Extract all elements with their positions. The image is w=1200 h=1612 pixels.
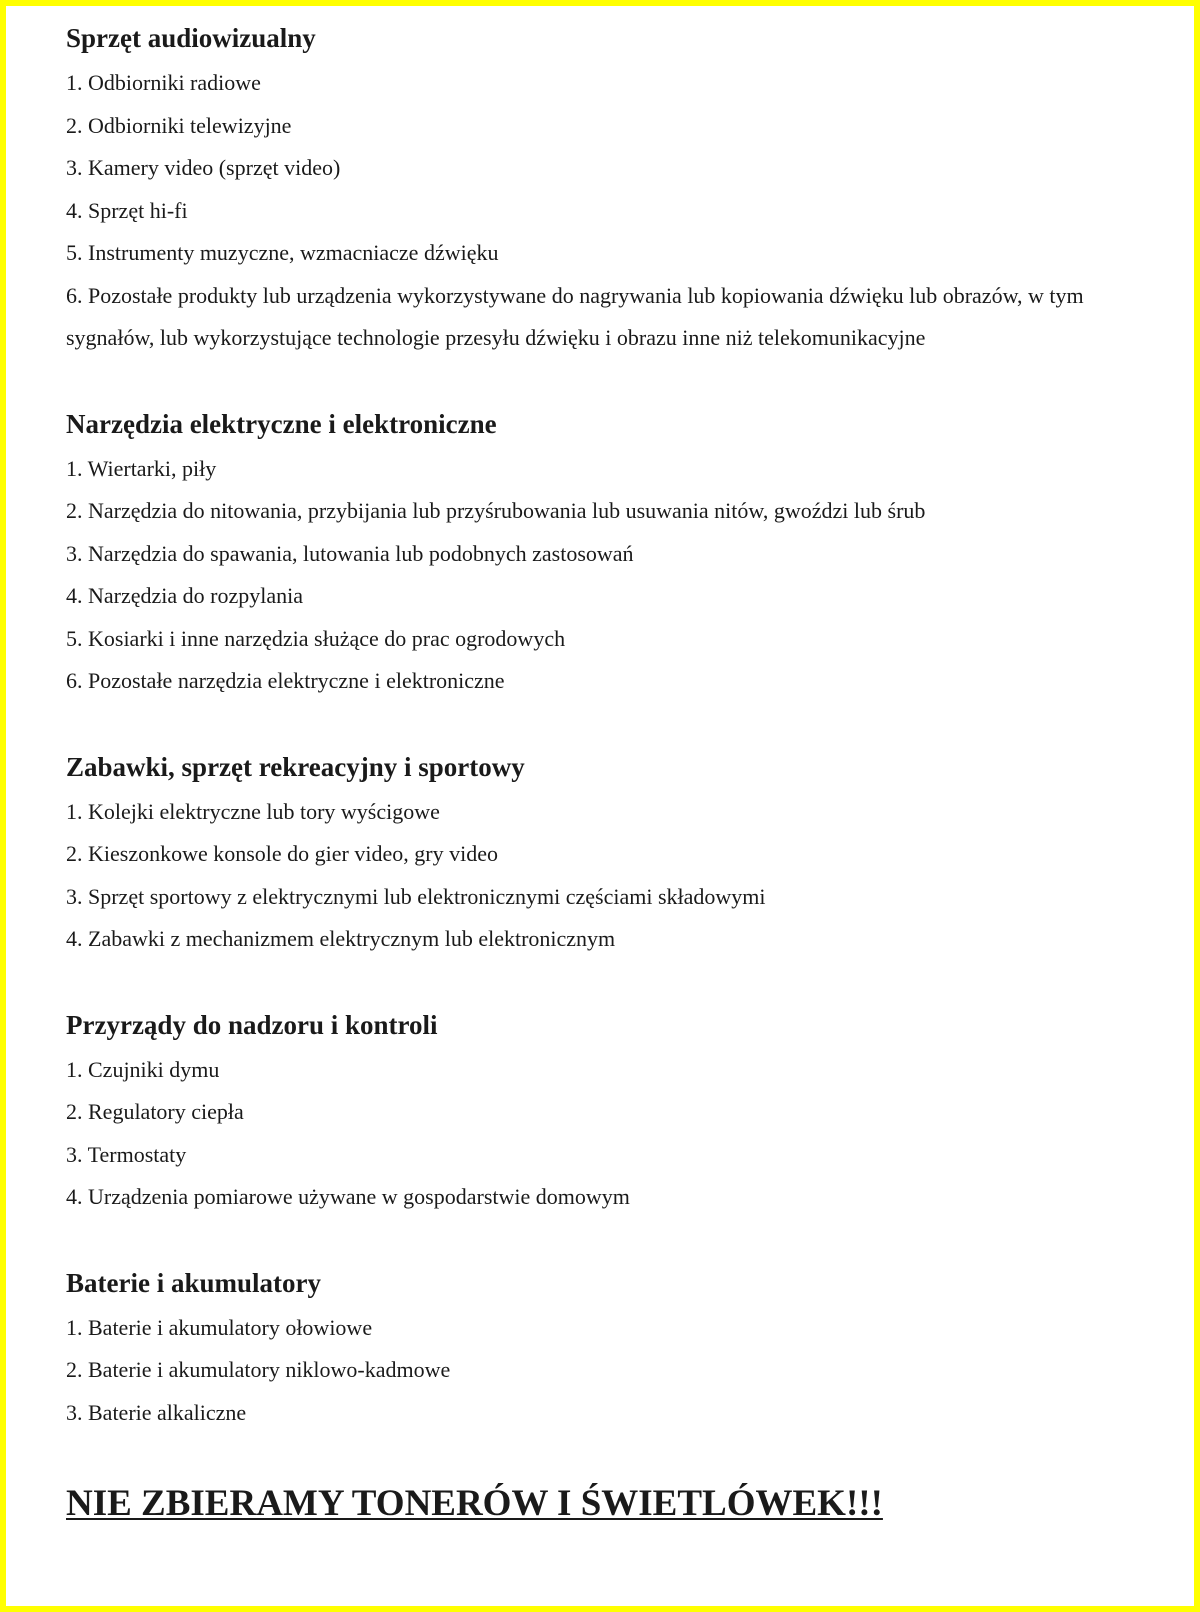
notice-heading: NIE ZBIERAMY TONERÓW I ŚWIETLÓWEK!!! <box>66 1483 883 1524</box>
list-item: 1. Czujniki dymu <box>66 1056 220 1082</box>
list-item: 4. Zabawki z mechanizmem elektrycznym lub elektronicznym <box>66 926 616 951</box>
list-item: 3. Sprzęt sportowy z elektrycznymi lub elektronicznymi częściami składowymi <box>66 883 766 909</box>
section-title: Narzędzia elektryczne i elektroniczne <box>66 408 497 439</box>
list-item: 1. Odbiorniki radiowe <box>66 70 261 95</box>
list-item: 6. Pozostałe narzędzia elektryczne i elektroniczne <box>66 668 505 693</box>
section-tools <box>66 406 1194 703</box>
list-item: 5. Kosiarki i inne narzędzia służące do prac ogrodowych <box>66 625 566 651</box>
list-item: 2. Regulatory ciepła <box>66 1099 244 1124</box>
list-item: 3. Narzędzia do spawania, lutowania lub podobnych zastosowań <box>66 540 634 566</box>
list-item: 2. Odbiorniki telewizyjne <box>66 112 292 138</box>
section-toys-sports <box>66 749 1194 961</box>
list-item: 5. Instrumenty muzyczne, wzmacniacze dźwięku <box>66 240 499 265</box>
list-item: 2. Baterie i akumulatory niklowo-kadmowe <box>66 1357 451 1382</box>
list-item: 3. Kamery video (sprzęt video) <box>66 155 341 180</box>
document-page <box>6 6 1194 1606</box>
section-title: Zabawki, sprzęt rekreacyjny i sportowy <box>66 751 525 782</box>
list-item: 2. Narzędzia do nitowania, przybijania lub przyśrubowania lub usuwania nitów, gwoździ lub śrub <box>66 498 926 523</box>
list-item: 1. Wiertarki, piły <box>66 455 217 481</box>
list-item: 3. Termostaty <box>66 1141 187 1167</box>
list-item: 1. Kolejki elektryczne lub tory wyścigowe <box>66 798 440 824</box>
list-item: 4. Urządzenia pomiarowe używane w gospodarstwie domowym <box>66 1184 630 1209</box>
list-item: 4. Sprzęt hi-fi <box>66 197 188 223</box>
section-monitoring <box>66 1007 1194 1219</box>
list-item: 3. Baterie alkaliczne <box>66 1399 247 1425</box>
section-audiovisual <box>66 20 1194 360</box>
section-title: Sprzęt audiowizualny <box>66 23 316 53</box>
section-title: Przyrządy do nadzoru i kontroli <box>66 1009 438 1040</box>
section-title: Baterie i akumulatory <box>66 1267 321 1298</box>
list-item: 2. Kieszonkowe konsole do gier video, gry video <box>66 841 498 866</box>
list-item: 4. Narzędzia do rozpylania <box>66 583 303 608</box>
list-item: 1. Baterie i akumulatory ołowiowe <box>66 1314 373 1340</box>
section-batteries <box>66 1265 1194 1435</box>
list-item: 6. Pozostałe produkty lub urządzenia wykorzystywane do nagrywania lub kopiowania dźwięku lub obrazów, w tym sygnałów, lub wykorzystujące technologie przesyłu dźwięku i obrazu inne niż telekomunikacyjne <box>66 282 1084 350</box>
